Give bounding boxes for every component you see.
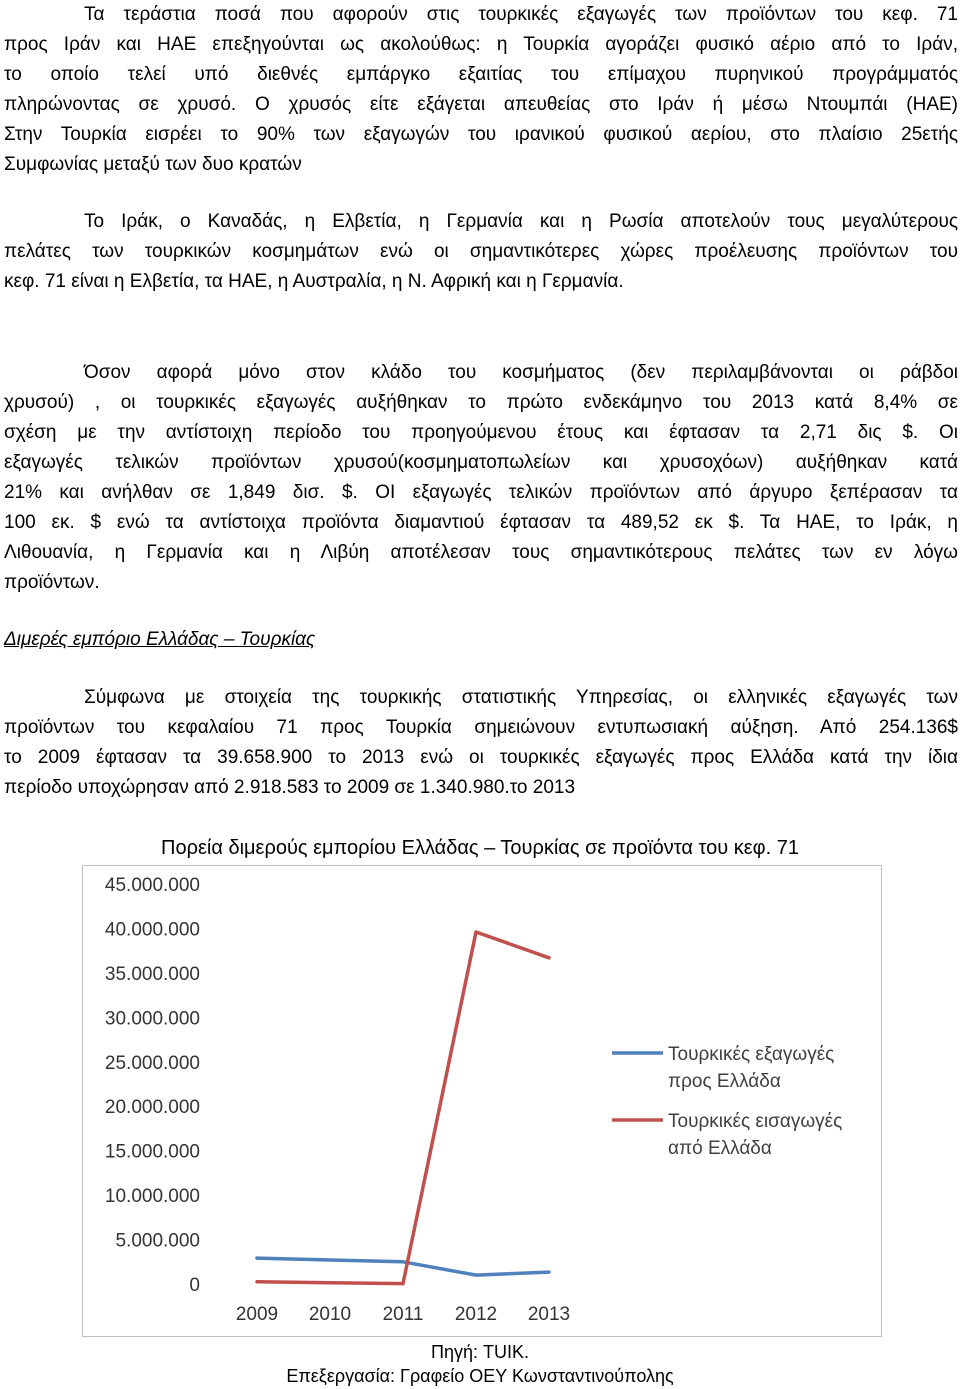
- paragraph-line: 100 εκ. $ ενώ τα αντίστοιχα προϊόντα διαμαντιού έφτασαν τα 489,52 εκ $. Τα ΗΑΕ, το Ιράκ, η: [4, 512, 958, 533]
- paragraph-line: Τα τεράστια ποσά που αφορούν στις τουρκικές εξαγωγές των προϊόντων του κεφ. 71: [84, 4, 958, 25]
- paragraph-bilateral-trade: [4, 683, 958, 803]
- source-line: Πηγή: TUIK.: [430, 1342, 530, 1362]
- data-point: [474, 1274, 477, 1277]
- x-tick-label: 2012: [454, 1304, 498, 1325]
- paragraph-line: Σύμφωνα με στοιχεία της τουρκικής στατιστικής Υπηρεσίας, οι ελληνικές εξαγωγές των: [84, 687, 958, 708]
- data-point: [328, 1258, 331, 1261]
- y-tick-label: 40.000.000: [104, 919, 200, 941]
- paragraph-line: Λιθουανία, η Γερμανία και η Λιβύη αποτέλεσαν τους σημαντικότερους πελάτες των εν λόγω: [4, 542, 958, 563]
- paragraph-line: σχέση με την αντίστοιχη περίοδο του προηγούμενου έτους και έφτασαν τα 2,71 δις $. Οι: [4, 422, 958, 443]
- paragraph-line: εξαγωγές τελικών προϊόντων χρυσού(κοσμηματοπωλείων και χρυσοχόων) αυξήθηκαν κατά: [4, 452, 958, 473]
- y-tick-label: 25.000.000: [104, 1052, 200, 1074]
- legend-label: Τουρκικές εισαγωγές: [668, 1111, 843, 1132]
- y-tick-label: 30.000.000: [104, 1008, 200, 1030]
- line-chart: [82, 865, 882, 1337]
- paragraph-line: πελάτες των τουρκικών κοσμημάτων ενώ οι σημαντικότερες χώρες προέλευσης προϊόντων του: [4, 241, 958, 262]
- data-point: [255, 1257, 258, 1260]
- y-tick-label: 10.000.000: [104, 1186, 200, 1208]
- paragraph-line: το 2009 έφτασαν τα 39.658.900 το 2013 ενώ οι τουρκικές εξαγωγές προς Ελλάδα κατά την ίδια: [4, 747, 958, 768]
- y-tick-label: 15.000.000: [104, 1141, 200, 1163]
- y-tick-label: 20.000.000: [104, 1097, 200, 1119]
- paragraph-jewelry-sector: [4, 358, 958, 598]
- paragraph-line: το οποίο τελεί υπό διεθνές εμπάργκο εξαιτίας του επίμαχου πυρηνικού προγράμματός: [4, 64, 958, 85]
- legend-label: προς Ελλάδα: [668, 1071, 781, 1092]
- x-tick-label: 2010: [308, 1304, 352, 1325]
- paragraph-line: κεφ. 71 είναι η Ελβετία, τα ΗΑΕ, η Αυστραλία, η Ν. Αφρική και η Γερμανία.: [4, 271, 624, 292]
- paragraph-line: πληρώνοντας σε χρυσό. Ο χρυσός είτε εξάγεται απευθείας στο Ιράν ή μέσω Ντουμπάι (ΗΑΕ): [4, 94, 958, 115]
- y-tick-label: 45.000.000: [104, 875, 200, 896]
- y-tick-label: 0: [189, 1275, 200, 1296]
- data-point: [547, 1271, 550, 1274]
- data-point: [401, 1260, 404, 1263]
- x-tick-label: 2011: [382, 1304, 424, 1325]
- x-tick-label: 2009: [235, 1304, 279, 1325]
- paragraph-line: προς Ιράν και ΗΑΕ επεξηγούνται ως ακολούθως: η Τουρκία αγοράζει φυσικό αέριο από το Ιράν,: [4, 34, 958, 55]
- data-point: [328, 1281, 331, 1284]
- chart-border: [83, 866, 882, 1337]
- processing-line: Επεξεργασία: Γραφείο ΟΕΥ Κωνσταντινούπολης: [286, 1366, 674, 1386]
- paragraph-line: προϊόντων.: [4, 572, 100, 593]
- paragraph-line: Συμφωνίας μεταξύ των δυο κρατών: [4, 154, 302, 175]
- data-point: [401, 1282, 404, 1285]
- x-tick-label: 2013: [527, 1304, 571, 1325]
- paragraph-line: Όσον αφορά μόνο στον κλάδο του κοσμήματος (δεν περιλαμβάνονται οι ράβδοι: [84, 362, 958, 383]
- paragraph-line: Το Ιράκ, ο Καναδάς, η Ελβετία, η Γερμανία και η Ρωσία αποτελούν τους μεγαλύτερους: [84, 211, 958, 232]
- chart-title: Πορεία διμερούς εμπορίου Ελλάδας – Τουρκίας σε προϊόντα του κεφ. 71: [161, 837, 799, 859]
- paragraph-line: περίοδο υποχώρησαν από 2.918.583 το 2009 σε 1.340.980.το 2013: [4, 777, 576, 798]
- paragraph-line: χρυσού) , οι τουρκικές εξαγωγές αυξήθηκαν το πρώτο ενδεκάμηνο του 2013 κατά 8,4% σε: [4, 392, 958, 413]
- data-point: [547, 956, 550, 959]
- legend-label: Τουρκικές εξαγωγές: [668, 1044, 835, 1065]
- data-point: [255, 1280, 258, 1283]
- y-tick-label: 5.000.000: [115, 1230, 200, 1252]
- paragraph-gold-exports-iran-uae: [4, 0, 958, 180]
- data-point: [474, 930, 477, 933]
- paragraph-jewelry-clients: [4, 207, 958, 297]
- paragraph-line: προϊόντων του κεφαλαίου 71 προς Τουρκία σημειώνουν εντυπωσιακή αύξηση. Από 254.136$: [4, 717, 958, 738]
- y-tick-label: 35.000.000: [104, 963, 200, 985]
- paragraph-line: 21% και ανήλθαν σε 1,849 δισ. $. ΟΙ εξαγωγές τελικών προϊόντων από άργυρο ξεπέρασαν τα: [4, 482, 958, 503]
- legend-label: από Ελλάδα: [668, 1138, 772, 1159]
- section-heading: Διμερές εμπόριο Ελλάδας – Τουρκίας: [4, 629, 316, 650]
- paragraph-line: Στην Τουρκία εισρέει το 90% των εξαγωγών του ιρανικού φυσικού αερίου, στο πλαίσιο 25ετής: [4, 124, 958, 145]
